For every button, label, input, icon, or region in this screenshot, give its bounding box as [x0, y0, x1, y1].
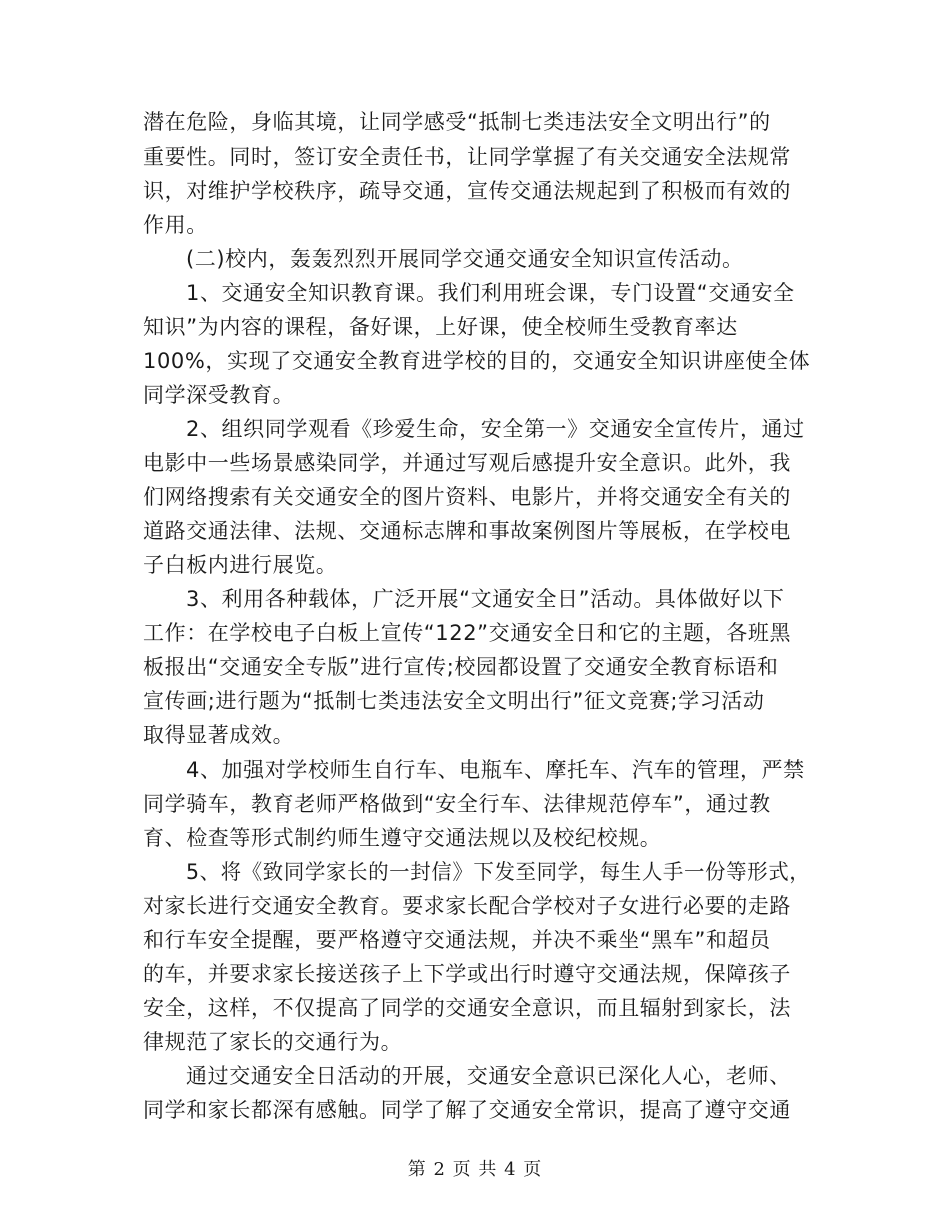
text-line: 同学深受教育。 — [143, 383, 295, 407]
text-line: 和行车安全提醒，要严格遵守交通法规，并决不乘坐“黑车”和超员 — [143, 928, 771, 952]
text-line: 1、交通安全知识教育课。我们利用班会课，专门设置“交通安全 — [186, 281, 795, 305]
text-line: 取得显著成效。 — [143, 723, 295, 747]
section-heading: (二)校内，轰轰烈烈开展同学交通交通安全知识宣传活动。 — [186, 247, 744, 271]
text-line: 育、检查等形式制约师生遵守交通法规以及校纪校规。 — [143, 826, 662, 850]
text-line: 5、将《致同学家长的一封信》下发至同学，每生人手一份等形式， — [186, 860, 811, 884]
text-line: 们网络搜索有关交通安全的图片资料、电影片，并将交通安全有关的 — [143, 485, 791, 509]
text-line: 3、利用各种载体，广泛开展“文通安全日”活动。具体做好以下 — [186, 587, 785, 611]
text-line: 同学骑车，教育老师严格做到“安全行车、法律规范停车”，通过教 — [143, 792, 771, 816]
text-line: 宣传画;进行题为“抵制七类违法安全文明出行”征文竞赛;学习活动 — [143, 689, 765, 713]
text-line: 潜在危险，身临其境，让同学感受“抵制七类违法安全文明出行”的 — [143, 110, 771, 134]
text-line: 重要性。同时，签订安全责任书，让同学掌握了有关交通安全法规常 — [143, 145, 791, 169]
text-line: 安全，这样，不仅提高了同学的交通安全意识，而且辐射到家长，法 — [143, 996, 791, 1020]
text-line: 电影中一些场景感染同学，并通过写观后感提升安全意识。此外，我 — [143, 451, 791, 475]
text-line: 作用。 — [143, 213, 208, 237]
text-line: 板报出“交通安全专版”进行宣传;校园都设置了交通安全教育标语和 — [143, 655, 779, 679]
text-line: 通过交通安全日活动的开展，交通安全意识已深化人心，老师、 — [186, 1064, 791, 1088]
text-line: 2、组织同学观看《珍爱生命，安全第一》交通安全宣传片，通过 — [186, 417, 805, 441]
text-line: 子白板内进行展览。 — [143, 553, 338, 577]
text-line: 律规范了家长的交通行为。 — [143, 1030, 403, 1054]
text-line: 的车，并要求家长接送孩子上下学或出行时遵守交通法规，保障孩子 — [143, 962, 791, 986]
text-line: 4、加强对学校师生自行车、电瓶车、摩托车、汽车的管理，严禁 — [186, 758, 805, 782]
text-line: 100%，实现了交通安全教育进学校的目的，交通安全知识讲座使全体 — [143, 349, 811, 373]
text-line: 同学和家长都深有感触。同学了解了交通安全常识，提高了遵守交通 — [143, 1098, 791, 1122]
text-line: 工作：在学校电子白板上宣传“122”交通安全日和它的主题，各班黑 — [143, 621, 792, 645]
text-line: 知识”为内容的课程，备好课，上好课，使全校师生受教育率达 — [143, 315, 738, 339]
text-line: 对家长进行交通安全教育。要求家长配合学校对子女进行必要的走路 — [143, 894, 791, 918]
page-number-footer: 第 2 页 共 4 页 — [407, 1159, 543, 1180]
text-line: 识，对维护学校秩序，疏导交通，宣传交通法规起到了积极而有效的 — [143, 179, 791, 203]
text-line: 道路交通法律、法规、交通标志牌和事故案例图片等展板，在学校电 — [143, 519, 791, 543]
